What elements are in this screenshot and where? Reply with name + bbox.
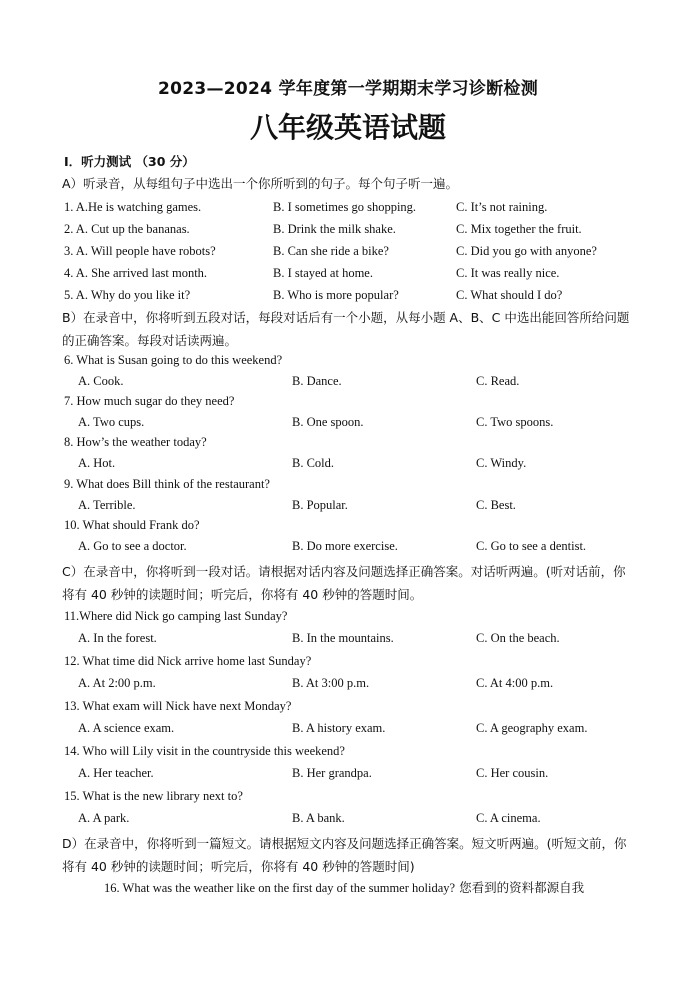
- answer-option-b: B. One spoon.: [292, 415, 364, 429]
- answer-option-a: A. Terrible.: [78, 498, 136, 512]
- part-a-item-3-option-c: C. Did you go with anyone?: [456, 244, 597, 258]
- answer-option-b: B. Dance.: [292, 374, 342, 388]
- part-a-item-5-option-a: 5. A. Why do you like it?: [64, 288, 191, 302]
- answer-option-b: B. Popular.: [292, 498, 348, 512]
- answer-option-a: A. At 2:00 p.m.: [78, 676, 156, 690]
- part-a-item-4-option-b: B. I stayed at home.: [273, 266, 373, 280]
- answer-option-c: C. Her cousin.: [476, 766, 549, 780]
- answer-option-c: C. Windy.: [476, 456, 527, 470]
- section-heading: I．听力测试 （30 分）: [64, 154, 195, 169]
- trailing-note: 您看到的资料都源自我: [459, 880, 585, 895]
- part-a-item-3-option-b: B. Can she ride a bike?: [273, 244, 389, 258]
- part-a-item-5-option-c: C. What should I do?: [456, 288, 563, 302]
- part-a-item-4-option-c: C. It was really nice.: [456, 266, 560, 280]
- answer-option-a: A. Go to see a doctor.: [78, 539, 187, 553]
- question-stem: 7. How much sugar do they need?: [64, 394, 235, 408]
- answer-option-b: B. Cold.: [292, 456, 335, 470]
- part-a-item-2-option-b: B. Drink the milk shake.: [273, 222, 396, 236]
- answer-option-b: B. In the mountains.: [292, 631, 394, 645]
- question-stem: 6. What is Susan going to do this weekend?: [64, 353, 283, 367]
- question-stem: 11.Where did Nick go camping last Sunday?: [64, 609, 288, 623]
- part-a-item-4-option-a: 4. A. She arrived last month.: [64, 266, 208, 280]
- question-stem: 12. What time did Nick arrive home last Sunday?: [64, 654, 312, 668]
- answer-option-c: C. Two spoons.: [476, 415, 554, 429]
- part-d-instruction: D）在录音中，你将听到一篇短文。请根据短文内容及问题选择正确答案。短文听两遍。(听短文前，你将有 40 秒钟的读题时间；听完后，你将有 40 秒钟的答题时间): [62, 836, 627, 874]
- answer-option-a: A. Her teacher.: [78, 766, 154, 780]
- question-16: [104, 880, 584, 897]
- part-a-item-3-option-a: 3. A. Will people have robots?: [64, 244, 216, 258]
- part-a-instruction: A）听录音，从每组句子中选出一个你所听到的句子。每个句子听一遍。: [62, 176, 459, 191]
- part-a-item-5-option-b: B. Who is more popular?: [273, 288, 399, 302]
- answer-option-a: A. Cook.: [78, 374, 124, 388]
- answer-option-c: C. Go to see a dentist.: [476, 539, 587, 553]
- answer-option-b: B. A history exam.: [292, 721, 386, 735]
- answer-option-c: C. At 4:00 p.m.: [476, 676, 554, 690]
- part-a-item-1-option-a: 1. A.He is watching games.: [64, 200, 202, 214]
- question-stem: 8. How’s the weather today?: [64, 435, 207, 449]
- answer-option-a: A. Hot.: [78, 456, 116, 470]
- answer-option-c: C. A geography exam.: [476, 721, 588, 735]
- question-stem: 13. What exam will Nick have next Monday?: [64, 699, 292, 713]
- answer-option-b: B. At 3:00 p.m.: [292, 676, 370, 690]
- answer-option-a: A. In the forest.: [78, 631, 157, 645]
- answer-option-b: B. Her grandpa.: [292, 766, 372, 780]
- answer-option-a: A. A park.: [78, 811, 130, 825]
- answer-option-a: A. A science exam.: [78, 721, 175, 735]
- part-b-instruction: B）在录音中，你将听到五段对话，每段对话后有一个小题，从每小题 A、B、C 中选出能回答所给问题的正确答案。每段对话读两遍。: [62, 310, 630, 348]
- question-stem: 14. Who will Lily visit in the countryside this weekend?: [64, 744, 345, 758]
- part-a-item-1-option-b: B. I sometimes go shopping.: [273, 200, 417, 214]
- exam-subtitle: 八年级英语试题: [249, 111, 446, 144]
- part-c-instruction: C）在录音中，你将听到一段对话。请根据对话内容及问题选择正确答案。对话听两遍。(听对话前，你将有 40 秒钟的读题时间；听完后，你将有 40 秒钟的答题时间。: [62, 564, 626, 602]
- part-a-item-2-option-a: 2. A. Cut up the bananas.: [64, 222, 190, 236]
- answer-option-b: B. A bank.: [292, 811, 345, 825]
- part-a-item-1-option-c: C. It’s not raining.: [456, 200, 548, 214]
- exam-title: 2023—2024 学年度第一学期期末学习诊断检测: [157, 79, 539, 99]
- question-16-text: 16. What was the weather like on the first day of the summer holiday?: [104, 881, 456, 895]
- answer-option-b: B. Do more exercise.: [292, 539, 398, 553]
- answer-option-a: A. Two cups.: [78, 415, 145, 429]
- question-stem: 15. What is the new library next to?: [64, 789, 243, 803]
- answer-option-c: C. Read.: [476, 374, 520, 388]
- answer-option-c: C. Best.: [476, 498, 516, 512]
- question-stem: 9. What does Bill think of the restaurant?: [64, 477, 270, 491]
- question-stem: 10. What should Frank do?: [64, 518, 200, 532]
- part-a-item-2-option-c: C. Mix together the fruit.: [456, 222, 582, 236]
- answer-option-c: C. A cinema.: [476, 811, 541, 825]
- answer-option-c: C. On the beach.: [476, 631, 560, 645]
